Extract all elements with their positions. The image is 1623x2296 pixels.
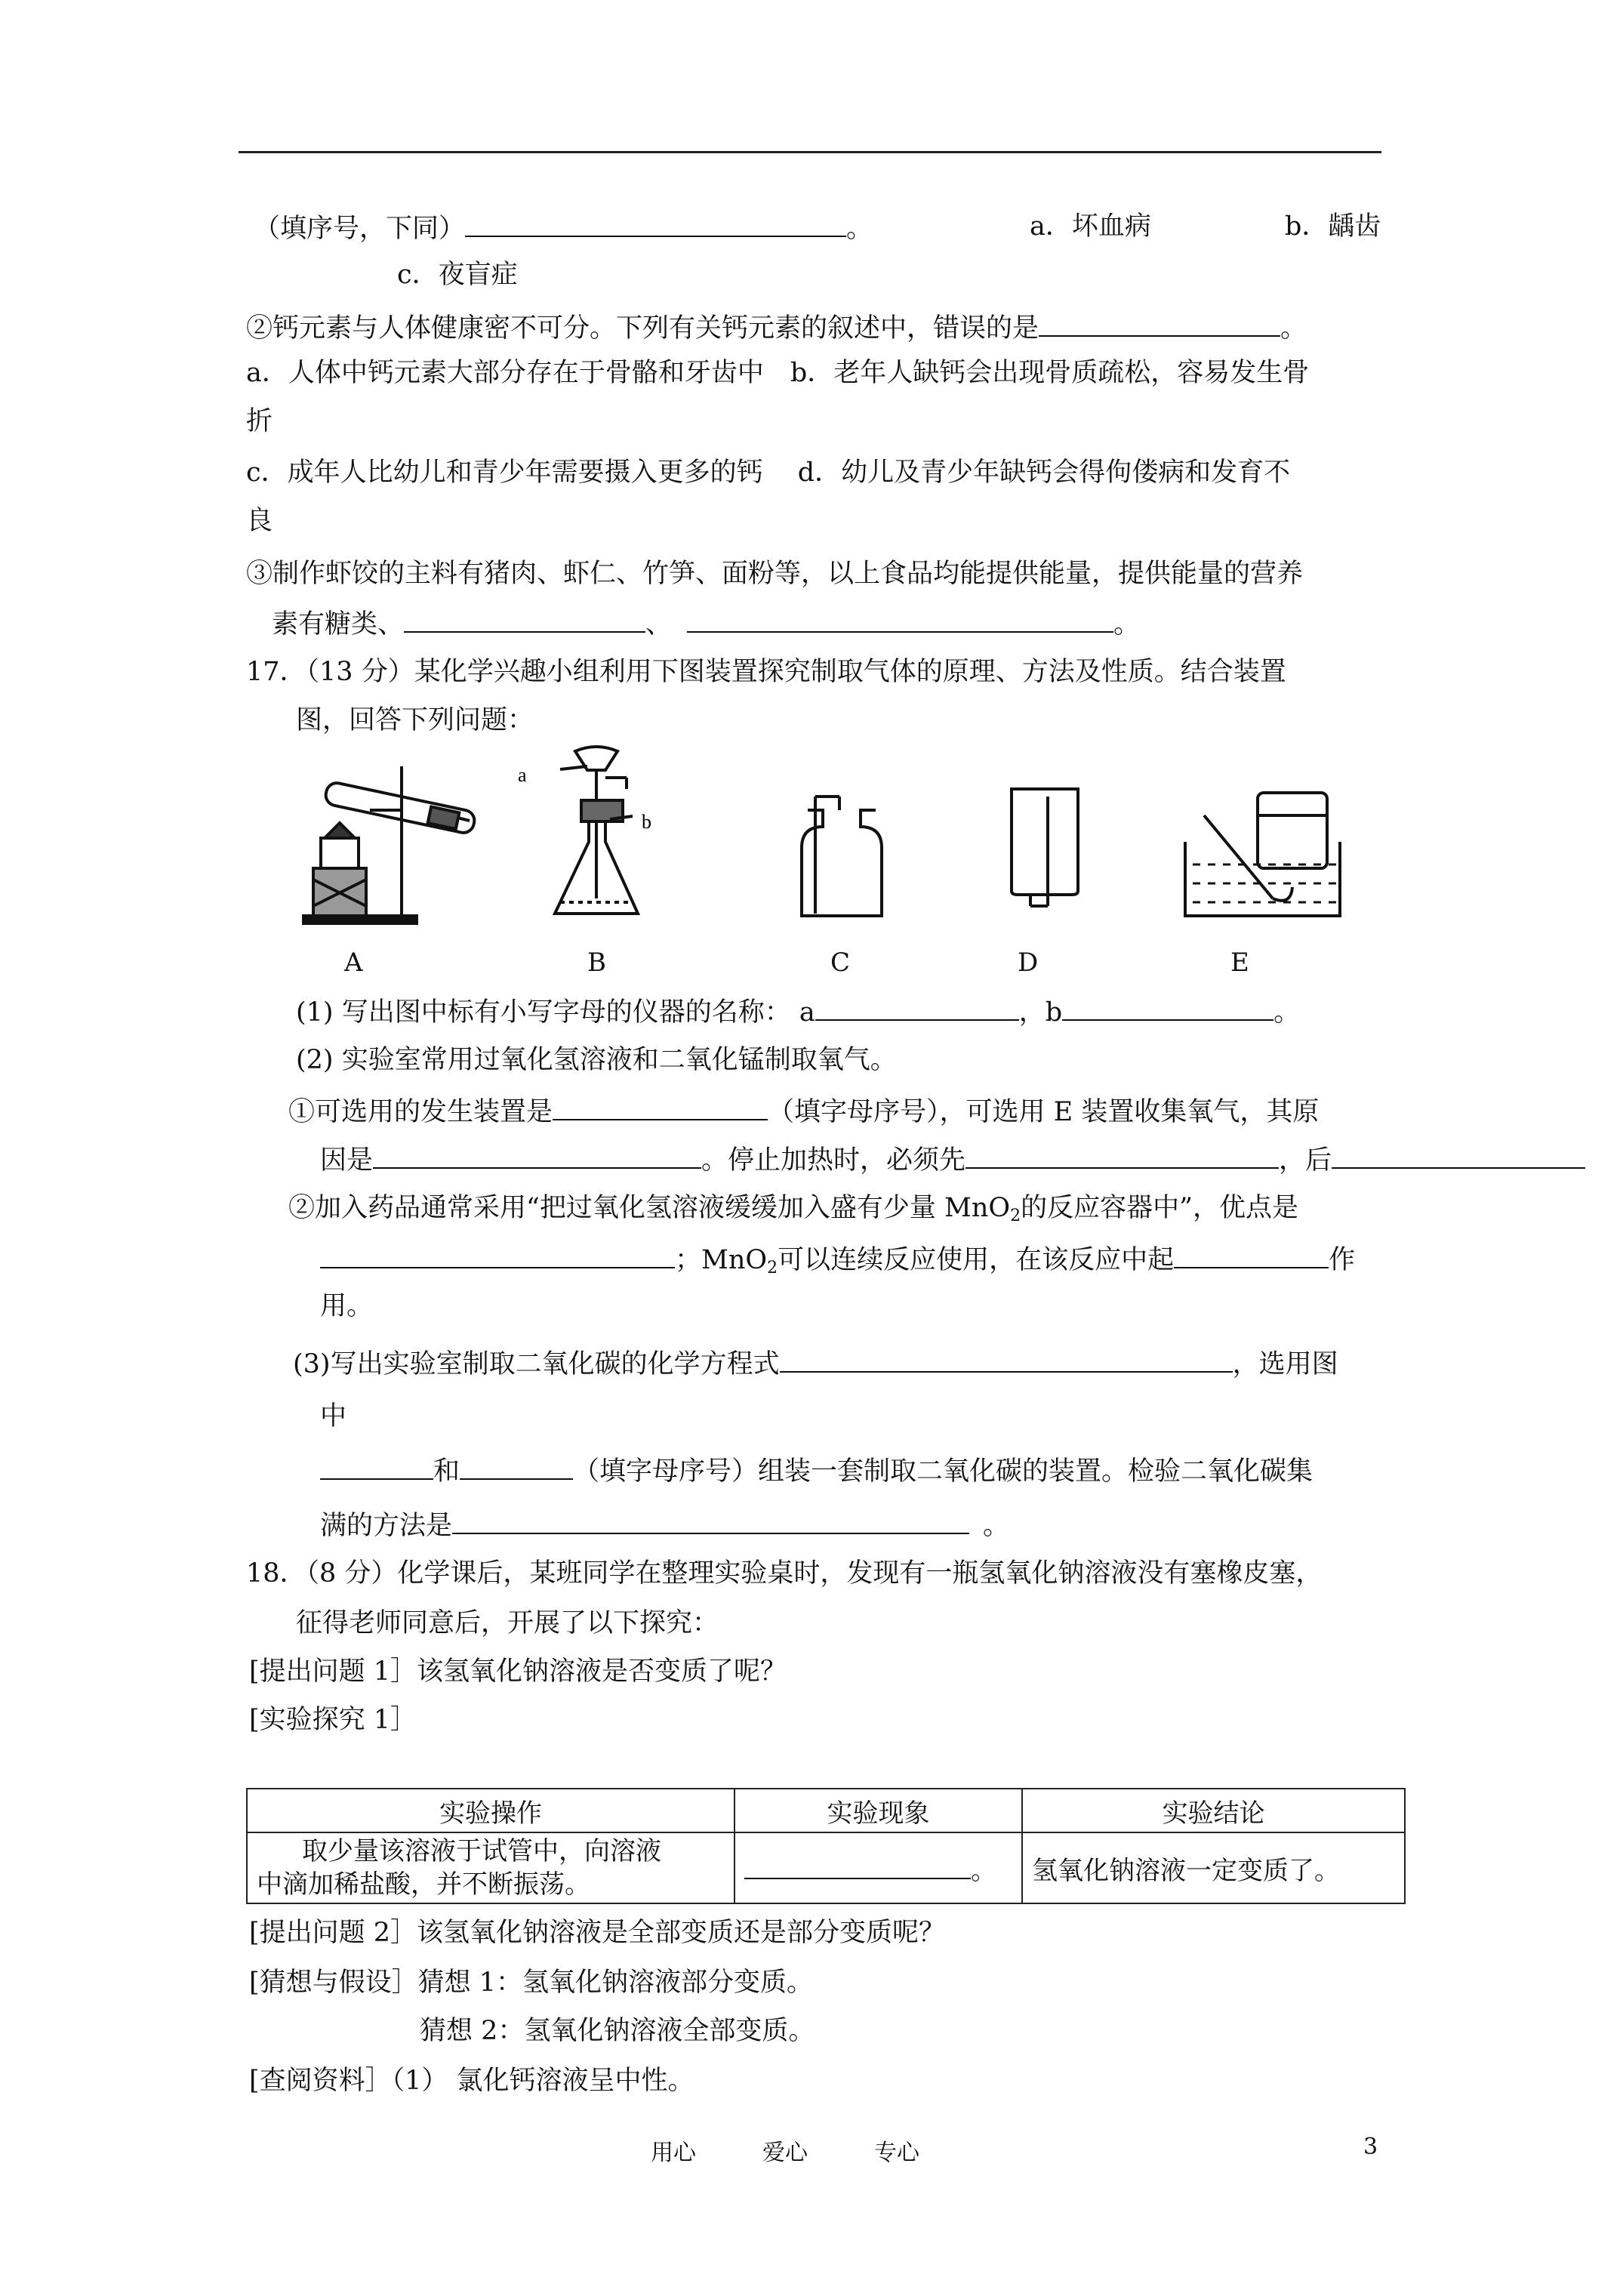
header-operation: 实验操作: [247, 1789, 735, 1832]
option-a: a．坏血病: [1030, 211, 1151, 242]
q16-part2: ②钙元素与人体健康密不可分。下列有关钙元素的叙述中，错误的是 。: [246, 310, 1307, 345]
cell-operation: 取少量该溶液于试管中，向溶液 中滴加稀盐酸，并不断振荡。: [247, 1832, 735, 1903]
table-row: [247, 1832, 1405, 1903]
q17-stem: 17．（13 分）某化学兴趣小组利用下图装置探究制取气体的原理、方法及性质。结合装置: [246, 657, 1286, 687]
answer-blank[interactable]: [373, 1142, 701, 1169]
header-phenomenon: 实验现象: [735, 1789, 1022, 1832]
device-d-gas-bottle: [1012, 789, 1078, 906]
q16-part3: ③制作虾饺的主料有猪肉、虾仁、竹笋、面粉等，以上食品均能提供能量，提供能量的营养: [246, 559, 1304, 589]
q17-sub2-part1-cont: 因是 。停止加热时，必须先 ，后: [320, 1142, 1585, 1177]
experiment-table: [246, 1788, 1406, 1904]
apparatus-figure: [294, 744, 1359, 932]
option-b: b．龋齿: [1285, 211, 1381, 242]
device-a-heating-setup: [303, 766, 476, 923]
q16-choices-ab-cont: 折: [246, 406, 273, 436]
equation-blank[interactable]: [780, 1345, 1233, 1373]
q17-sub1: (1) 写出图中标有小写字母的仪器的名称： a ，b 。: [296, 994, 1300, 1029]
footer-motto-3: 专心: [874, 2140, 919, 2166]
q17-sub2-part2-end: 用。: [320, 1291, 374, 1321]
q18-hypothesis: [猜想与假设］猜想 1：氢氧化钠溶液部分变质。: [249, 1968, 814, 1998]
device-e-water-trough: [1185, 793, 1340, 916]
answer-blank[interactable]: [1039, 310, 1280, 337]
answer-blank[interactable]: [320, 1241, 675, 1268]
answer-blank[interactable]: [460, 1453, 573, 1480]
cell-phenomenon: 。: [735, 1832, 1022, 1903]
device-label-d: D: [1018, 948, 1039, 978]
q17-stem-cont: 图，回答下列问题：: [296, 705, 534, 735]
q18-question-1: [提出问题 1］该氢氧化钠溶液是否变质了呢？: [249, 1657, 787, 1687]
q17-sub2-part2-cont: ；MnO$_2$可以连续反应使用，在该反应中起 作: [320, 1241, 1355, 1277]
footer-motto-2: 爱心: [762, 2140, 808, 2166]
q18-question-2: [提出问题 2］该氢氧化钠溶液是全部变质还是部分变质呢？: [249, 1918, 946, 1948]
cell-conclusion: 氢氧化钠溶液一定变质了。: [1022, 1832, 1405, 1903]
q18-stem-cont: 征得老师同意后，开展了以下探究：: [296, 1608, 719, 1638]
answer-blank[interactable]: [553, 1093, 768, 1120]
answer-blank[interactable]: [320, 1453, 433, 1480]
answer-blank[interactable]: [1332, 1142, 1585, 1169]
option-c: c．夜盲症: [397, 260, 518, 290]
label-b: b: [642, 811, 651, 833]
device-label-b: B: [587, 948, 606, 978]
device-label-c: C: [830, 948, 851, 978]
q16-choices-cd-cont: 良: [246, 506, 273, 536]
answer-blank[interactable]: [1174, 1241, 1329, 1268]
answer-blank[interactable]: [687, 606, 1113, 633]
answer-blank[interactable]: [744, 1852, 971, 1879]
q16-choices-cd: c．成年人比幼儿和青少年需要摄入更多的钙 d．幼儿及青少年缺钙会得佝偻病和发育不: [246, 458, 1291, 488]
device-label-e: E: [1230, 948, 1249, 978]
answer-blank[interactable]: [404, 606, 645, 633]
q18-stem: 18．（8 分）化学课后，某班同学在整理实验桌时，发现有一瓶氢氧化钠溶液没有塞橡皮塞，: [246, 1558, 1323, 1589]
q16-choices-ab: a．人体中钙元素大部分存在于骨骼和牙齿中 b．老年人缺钙会出现骨质疏松，容易发生骨: [246, 358, 1310, 388]
page-number: 3: [1363, 2134, 1378, 2160]
q16-part3-cont: 素有糖类、 、 。: [272, 606, 1140, 641]
answer-blank[interactable]: [452, 1507, 969, 1534]
label-a: a: [518, 764, 527, 786]
device-b-conical-flask: [555, 747, 638, 914]
header-conclusion: 实验结论: [1022, 1789, 1405, 1832]
q17-sub3-method: 满的方法是 。: [320, 1507, 1009, 1542]
q17-sub3-devices: 和 （填字母序号）组装一套制取二氧化碳的装置。检验二氧化碳集: [320, 1453, 1313, 1488]
q17-sub2: (2) 实验室常用过氧化氢溶液和二氧化锰制取氧气。: [296, 1045, 897, 1075]
table-header-row: [247, 1789, 1405, 1832]
q17-sub2-part1: ①可选用的发生装置是 （填字母序号），可选用 E 装置收集氧气，其原: [288, 1093, 1319, 1129]
device-label-a: A: [344, 948, 363, 978]
footer-motto-1: 用心: [651, 2140, 696, 2166]
q18-hypothesis-2: 猜想 2：氢氧化钠溶液全部变质。: [420, 2016, 815, 2046]
q18-reference: [查阅资料］（1） 氯化钙溶液呈中性。: [249, 2066, 694, 2096]
q17-sub2-part2: ②加入药品通常采用“把过氧化氢溶液缓缓加入盛有少量 MnO$_2$的反应容器中”，优点是: [288, 1193, 1298, 1225]
q17-sub3-cont: 中: [320, 1401, 347, 1432]
q17-sub3: (3)写出实验室制取二氧化碳的化学方程式 ，选用图: [293, 1345, 1338, 1381]
answer-blank-a[interactable]: [815, 994, 1019, 1021]
q18-experiment-1: [实验探究 1］: [249, 1705, 417, 1735]
header-rule: [239, 151, 1381, 153]
answer-blank[interactable]: [465, 210, 846, 237]
q16-line-1: （填序号，下同） 。: [254, 210, 873, 245]
answer-blank[interactable]: [965, 1142, 1279, 1169]
device-c-gas-bottle: [802, 797, 882, 916]
answer-blank-b[interactable]: [1062, 994, 1273, 1021]
